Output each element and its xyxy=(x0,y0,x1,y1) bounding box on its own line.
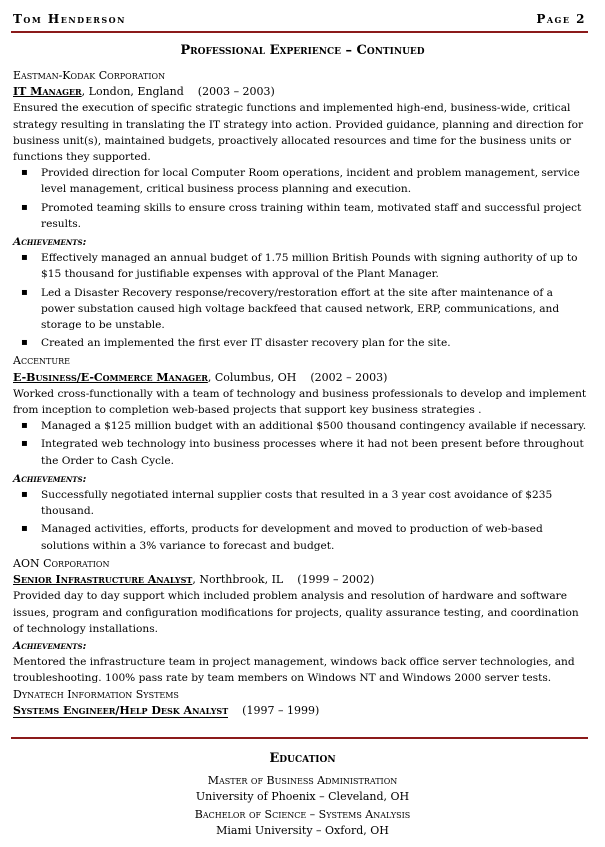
list-item: ▪ Managed a $125 million budget with an additional $500 thousand contingency available if necessary. xyxy=(13,418,587,434)
company-name: AON Corporation xyxy=(13,556,110,570)
list-item: ▪ Created an implemented the first ever IT disaster recovery plan for the site. xyxy=(13,335,587,351)
job-entry xyxy=(13,353,587,553)
page-number: Page 2 xyxy=(536,12,586,26)
school-name: Miami University – Oxford, OH xyxy=(216,823,389,837)
list-item: ▪ Effectively managed an annual budget of 1.75 million British Pounds with signing authority of up to $15 thousand for justifiable expenses with approval of the Plant Manager. xyxy=(13,250,587,282)
job-dates: (1999 – 2002) xyxy=(297,573,375,587)
job-dates: (2003 – 2003) xyxy=(197,85,275,99)
job-title: IT Manager xyxy=(13,85,82,99)
job-location: Columbus, OH xyxy=(214,370,297,384)
job-summary: Worked cross-functionally with a team of technology and business professionals to develop and implement from inception to completion web-based projects that support key business strategies . xyxy=(13,387,587,417)
section-divider xyxy=(11,737,588,739)
job-line xyxy=(13,703,587,719)
list-item: ▪ Led a Disaster Recovery response/recovery/restoration effort at the site after maintenance of a power substation caused high voltage backfeed that caused network, ERP, communications, and storage to be unstable. xyxy=(13,285,587,334)
job-summary: Provided day to day support which included problem analysis and resolution of hardware and software issues, program and configuration modifications for projects, quality assurance testing, and coordination of technology installations. xyxy=(13,590,579,635)
achievements-list xyxy=(13,250,587,351)
duties-list xyxy=(13,165,587,232)
achievements-heading: Achievements: xyxy=(13,639,87,652)
duties-list xyxy=(13,418,587,469)
job-dates: (2002 – 2003) xyxy=(310,370,388,384)
page-header xyxy=(13,12,586,28)
job-entry xyxy=(13,687,587,719)
job-entry xyxy=(13,68,587,351)
experience-section xyxy=(13,68,587,719)
list-item: ▪ Provided direction for local Computer Room operations, incident and problem management, service level management, critical business process planning and execution. xyxy=(13,165,587,197)
education-title: Education xyxy=(269,751,336,766)
section-title: Professional Experience – Continued xyxy=(180,43,425,58)
job-summary: Ensured the execution of specific strategic functions and implemented high-end, business-wide, critical strategy resulting in translating the IT strategy into action. Provided guidance, planning and direction for business unit(s), maintained budgets, proactively allocated resources and time for the business units or functions they supported. xyxy=(13,102,584,164)
achievements-list xyxy=(13,487,587,554)
education-section xyxy=(0,773,605,838)
degree-name: Bachelor of Science – Systems Analysis xyxy=(194,808,411,822)
job-dates: (1997 – 1999) xyxy=(242,703,320,717)
job-line: E-Business/E-Commerce Manager, Columbus, OH (2002 – 2003) xyxy=(13,370,388,384)
job-title: Systems Engineer/Help Desk Analyst xyxy=(13,703,229,717)
list-item: ▪ Promoted teaming skills to ensure cross training within team, motivated staff and successful project results. xyxy=(13,200,587,232)
job-title: E-Business/E-Commerce Manager xyxy=(13,370,208,384)
job-line: IT Manager, London, England (2003 – 2003) xyxy=(13,85,275,99)
job-location: Northbrook, IL xyxy=(199,573,284,587)
company-name: Accenture xyxy=(13,354,70,368)
achievements-text: Mentored the infrastructure team in project management, windows back office server technologies, and troubleshooting. 100% pass rate by team members on Windows NT and Windows 2000 server tests. xyxy=(13,656,575,685)
list-item: ▪ Integrated web technology into business processes where it had not been present before throughout the Order to Cash Cycle. xyxy=(13,436,587,468)
achievements-heading: Achievements: xyxy=(13,472,87,485)
list-item: ▪ Managed activities, efforts, products for development and moved to production of web-based solutions within a 3% variance to forecast and budget. xyxy=(13,521,587,553)
company-name: Dynatech Information Systems xyxy=(13,687,179,701)
header-name: Tom Henderson xyxy=(13,12,126,26)
list-item: ▪ Successfully negotiated internal supplier costs that resulted in a 3 year cost avoidance of $235 thousand. xyxy=(13,487,587,519)
job-location: London, England xyxy=(88,85,184,99)
degree-name: Master of Business Administration xyxy=(207,774,398,787)
achievements-heading: Achievements: xyxy=(13,236,87,249)
job-title: Senior Infrastructure Analyst xyxy=(13,573,193,587)
header-divider xyxy=(11,31,588,33)
job-entry xyxy=(13,556,587,687)
job-line: Senior Infrastructure Analyst, Northbrook, IL (1999 – 2002) xyxy=(13,573,375,587)
school-name: University of Phoenix – Cleveland, OH xyxy=(195,789,410,803)
company-name: Eastman-Kodak Corporation xyxy=(13,69,166,82)
